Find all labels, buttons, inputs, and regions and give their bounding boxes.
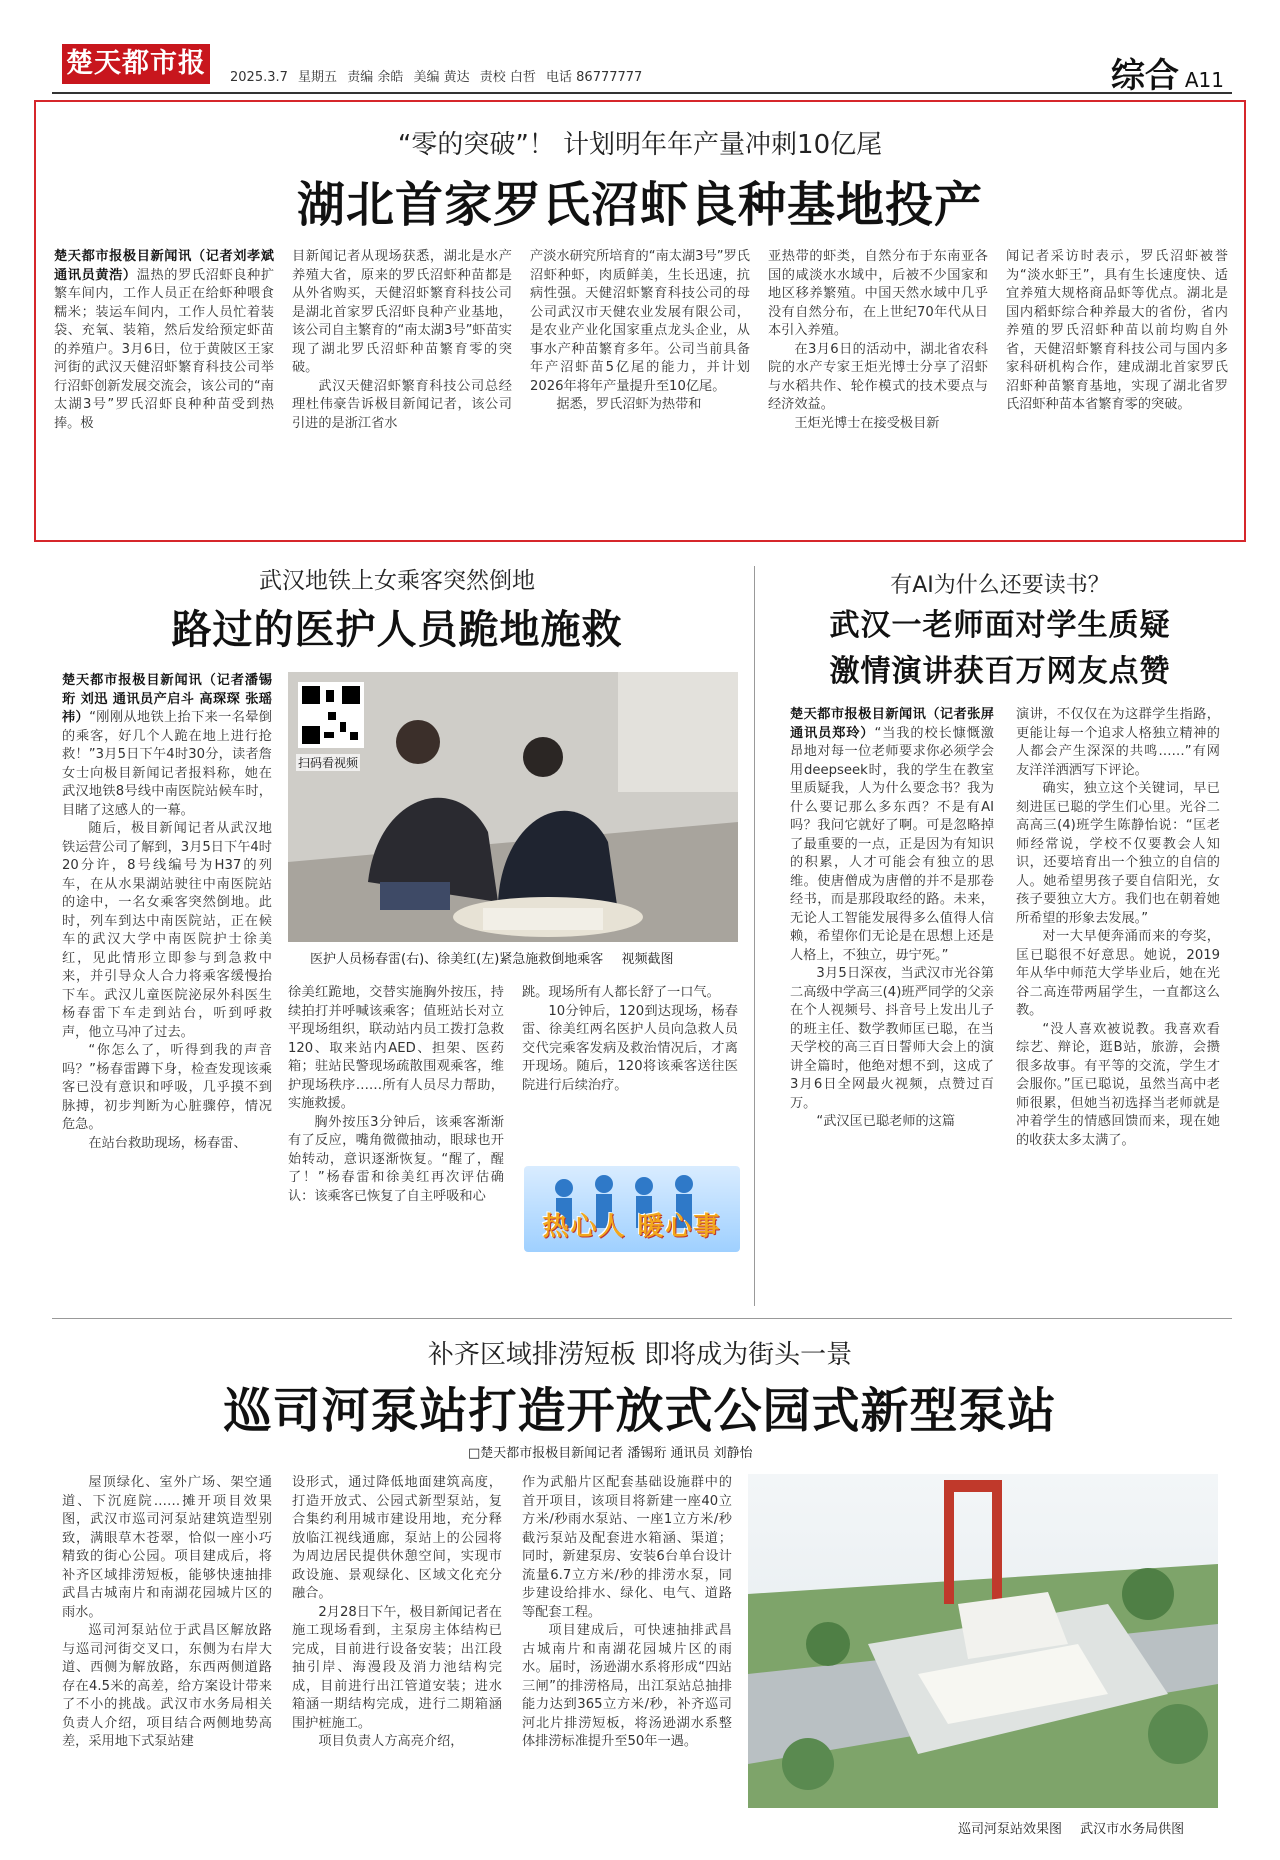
article4-para: 巡司河泵站位于武昌区解放路与巡司河街交叉口，东侧为右岸大道、西侧为解放路，东西两侧道路存在4.5米的高差，给方案设计带来了不小的挑战。武汉市水务局相关负责人介绍，项目结合两侧地势高差，采用地下式泵站建 bbox=[62, 1623, 272, 1749]
article2-photo bbox=[288, 672, 738, 942]
article1-para: 据悉，罗氏沼虾为热带和 bbox=[556, 397, 702, 412]
page-number: A11 bbox=[1184, 68, 1224, 92]
article3-headline-line2: 激情演讲获百万网友点赞 bbox=[829, 654, 1171, 689]
section-name: 综合 bbox=[1110, 56, 1179, 96]
article2-col2 bbox=[288, 984, 504, 1306]
article3-body bbox=[790, 706, 1220, 1306]
article2-col1 bbox=[62, 672, 272, 1306]
article1-para: 温热的罗氏沼虾良种扩繁车间内，工作人员正在给虾种喂食糯米；装运车间内，工作人员忙着装袋、充氧、装箱，然后发给预定虾苗的养殖户。3月6日，位于黄陂区王家河街的武汉天健沼虾繁育科技公司举行沼虾创新发展交流会，该公司的“南太湖3号”罗氏沼虾良种种苗受到热捧。极 bbox=[54, 267, 274, 431]
article2-photo-caption bbox=[310, 948, 673, 967]
article3-col1 bbox=[790, 706, 994, 1306]
article4-caption-credit: 武汉市水务局供图 bbox=[1080, 1822, 1185, 1837]
article3-para: “武汉匡已聪老师的这篇 bbox=[816, 1114, 956, 1129]
warm-heart-banner bbox=[524, 1166, 740, 1252]
article4-para: 2月28日下午，极目新闻记者在施工现场看到，主泵房主体结构已完成，目前进行设备安装；出江段抽引岸、海漫段及消力池结构完成，目前进行出江管道安装；进水箱涵一期结构完成，进行二期箱涵围护桩施工。 bbox=[292, 1604, 502, 1731]
article3-para: “没人喜欢被说教。我喜欢看综艺、辩论，逛B站，旅游，会攒很多故事。有平等的交流，学生才会服你。”匡已聪说，虽然当高中老师很累，但她当初选择当老师就是冲着学生的情感回馈而来，现在她的收获太多太满了。 bbox=[1016, 1021, 1220, 1148]
article2-para: 跳。现场所有人都长舒了一口气。 bbox=[522, 985, 720, 1000]
issue-weekday: 星期五 bbox=[298, 70, 338, 85]
article3-headline-line1: 武汉一老师面对学生质疑 bbox=[829, 608, 1171, 643]
article4-body bbox=[62, 1474, 732, 1848]
proofreader-credit: 责校 白哲 bbox=[479, 70, 536, 85]
article1-para: 武汉天健沼虾繁育科技公司总经理杜伟豪告诉极目新闻记者，该公司引进的是浙江省水 bbox=[292, 378, 512, 431]
article2-para: 10分钟后，120到达现场，杨春雷、徐美红两名医护人员向急救人员交代完乘客发病及救治情况后，才离开现场。随后，120将该乘客送往医院进行后续治疗。 bbox=[522, 1003, 738, 1093]
article3-para: 3月5日深夜，当武汉市光谷第二高级中学高三(4)班严同学的父亲在个人视频号、抖音号上发出儿子的班主任、数学教师匡已聪，在当天学校的高三百日誓师大会上的演讲全篇时，他绝对想不到，这成了3月6日全网最火视频，点赞过百万。 bbox=[790, 966, 994, 1111]
article-shrimp-base bbox=[34, 100, 1246, 542]
article1-col1 bbox=[54, 248, 274, 534]
article1-para: 在3月6日的活动中，湖北省农科院的水产专家王炬光博士分享了沼虾与水稻共作、轮作模式的技术要点与经济效益。 bbox=[768, 341, 988, 412]
article4-para: 作为武船片区配套基础设施群中的首开项目，该项目将新建一座40立方米/秒雨水泵站、一座1立方米/秒截污泵站及配套进水箱涵、渠道；同时，新建泵房、安装6台单台设计流量6.7立方米/秒的排涝水泵，同步建设给排水、绿化、电气、道路等配套工程。 bbox=[522, 1475, 732, 1620]
article2-body-right bbox=[288, 984, 738, 1306]
article2-byline: 楚天都市报极目新闻讯（记者潘锡珩 刘迅 通讯员产启斗 高琛琛 张瑶祎） bbox=[62, 673, 272, 725]
issue-date: 2025.3.7 bbox=[230, 70, 288, 85]
banner-text: 热心人 暖心事 bbox=[542, 1212, 722, 1242]
rescue-scene-illustration bbox=[288, 672, 738, 942]
section-title bbox=[1111, 48, 1224, 97]
article1-headline: 湖北首家罗氏沼虾良种基地投产 bbox=[296, 177, 983, 233]
qr-label: 扫码看视频 bbox=[298, 756, 359, 770]
article4-para: 设形式，通过降低地面建筑高度，打造开放式、公园式新型泵站，复合集约利用城市建设用地，充分释放临江视线通廊，泵站上的公园将为周边居民提供休憩空间，实现市政设施、景观绿化、区域文化充分融合。 bbox=[292, 1475, 502, 1601]
article3-para: “当我的校长慷慨激昂地对每一位老师要求你必须学会用deepseek时，我的学生在教室里质疑我，人为什么要念书？我为什么要记那么多东西？不是有AI吗？我问它就好了啊。可是忽略掉了最重要的一点，正是因为有知识的积累，人才可能会有独立的思维。使唐僧成为唐僧的并不是那卷经书，而是那段取经的路。未来，无论人工智能发展得多么值得人信赖，希望你们无论是在思想上还是人格上，不独立，毋宁死。” bbox=[790, 725, 994, 963]
article1-para: 目新闻记者从现场获悉，湖北是水产养殖大省，原来的罗氏沼虾种苗都是从外省购买，天健沼虾繁育科技公司是湖北首家罗氏沼虾良种产业基地，该公司自主繁育的“南太湖3号”虾苗实现了湖北罗氏沼虾种苗繁育零的突破。 bbox=[292, 249, 512, 375]
article1-body bbox=[54, 248, 1228, 534]
article4-headline: 巡司河泵站打造开放式公园式新型泵站 bbox=[223, 1383, 1057, 1439]
article3-para: 演讲，不仅仅在为这群学生指路，更能让每一个追求人格独立精神的人都会产生深深的共鸣……”有网友洋洋洒洒写下评论。 bbox=[1016, 707, 1220, 778]
masthead-logo: 楚天都市报 bbox=[62, 44, 210, 84]
article3-col2 bbox=[1016, 706, 1220, 1306]
article2-col3 bbox=[522, 984, 738, 1158]
header-meta bbox=[230, 66, 648, 85]
article2-para: 胸外按压3分钟后，该乘客渐渐有了反应，嘴角微微抽动，眼球也开始转动，意识逐渐恢复。“醒了，醒了！”杨春雷和徐美红再次评估确认：该乘客已恢复了自主呼吸和心 bbox=[288, 1114, 504, 1204]
article4-para: 项目负责人方高亮介绍， bbox=[318, 1734, 464, 1749]
pump-station-rendering bbox=[748, 1474, 1218, 1808]
article4-para: 屋顶绿化、室外广场、架空通道、下沉庭院……摊开项目效果图，武汉市巡司河泵站建筑造型别致，满眼草木苍翠，恰似一座小巧精致的街心公园。项目建成后，将补齐区域排涝短板，能够快速抽排武昌古城南片和南湖花园城片区的雨水。 bbox=[62, 1475, 272, 1620]
article4-byline: □楚天都市报极目新闻记者 潘锡珩 通讯员 刘静怡 bbox=[468, 1446, 753, 1461]
article2-kicker: 武汉地铁上女乘客突然倒地 bbox=[259, 568, 535, 594]
article1-col5 bbox=[1006, 248, 1228, 534]
designer-credit: 美编 黄达 bbox=[413, 70, 470, 85]
article1-col2 bbox=[292, 248, 512, 534]
article4-col2 bbox=[292, 1474, 502, 1848]
phone-credit: 电话 86777777 bbox=[546, 70, 643, 85]
article1-byline: 楚天都市报极目新闻讯（记者刘孝斌 通讯员黄浩） bbox=[54, 249, 274, 283]
article1-para: 王炬光博士在接受极目新 bbox=[794, 415, 940, 431]
article4-para: 项目建成后，可快速抽排武昌古城南片和南湖花园城片区的雨水。届时，汤逊湖水系将形成“四站三闸”的排涝格局，出江泵站总抽排能力达到365立方米/秒，补齐巡司河北片排涝短板，将汤逊湖水系整体排涝标准提升至50年一遇。 bbox=[522, 1623, 732, 1749]
section-divider bbox=[52, 1318, 1232, 1319]
article4-caption-text: 巡司河泵站效果图 bbox=[958, 1822, 1063, 1837]
article3-byline: 楚天都市报极目新闻讯（记者张屏 通讯员郑玲） bbox=[790, 707, 994, 741]
article2-para: “你怎么了，听得到我的声音吗？”杨春雷蹲下身，检查发现该乘客已没有意识和呼吸，几乎摸不到脉搏，初步判断为心脏骤停，情况危急。 bbox=[62, 1043, 272, 1132]
article2-headline: 路过的医护人员跪地施救 bbox=[171, 607, 623, 653]
article4-col3 bbox=[522, 1474, 732, 1848]
article4-photo bbox=[748, 1474, 1218, 1808]
article1-col3 bbox=[530, 248, 750, 534]
article1-para: 亚热带的虾类，自然分布于东南亚各国的咸淡水水域中，后被不少国家和地区移养繁殖。中国天然水域中几乎没有自然分布，在上世纪70年代从日本引入养殖。 bbox=[768, 249, 988, 338]
article1-para: 闻记者采访时表示，罗氏沼虾被誉为“淡水虾王”，具有生长速度快、适宜养殖大规格商品虾等优点。湖北是国内稻虾综合种养最大的省份，省内养殖的罗氏沼虾种苗以前均购自外省，天健沼虾繁育科技公司与国内多家科研机构合作，建成湖北首家罗氏沼虾种苗繁育基地，实现了湖北省罗氏沼虾种苗本省繁育零的突破。 bbox=[1006, 249, 1228, 412]
article1-para: 产淡水研究所培育的“南太湖3号”罗氏沼虾种虾，肉质鲜美，生长迅速，抗病性强。天健沼虾繁育科技公司的母公司武汉市天健农业发展有限公司，是农业产业化国家重点龙头企业，从事水产种苗繁育多年。公司当前具备年产沼虾苗5亿尾的能力，并计划2026年将年产量提升至10亿尾。 bbox=[530, 249, 750, 394]
article2-caption-text: 医护人员杨春雷(右)、徐美红(左)紧急施救倒地乘客 bbox=[310, 952, 604, 967]
article2-para: 徐美红跪地，交替实施胸外按压，持续拍打并呼喊该乘客；值班站长对立平现场组织，联动站内员工拨打急救120、取来站内AED、担架、医药箱；驻站民警现场疏散围观乘客，维护现场秩序……所有人员尽力帮助，实施救援。 bbox=[288, 985, 504, 1111]
article2-para: 在站台救助现场，杨春雷、 bbox=[88, 1135, 247, 1151]
article2-para: “刚刚从地铁上抬下来一名晕倒的乘客，好几个人跪在地上进行抢救！”3月5日下午4时30分，读者詹女士向极目新闻记者报料称，她在武汉地铁8号线中南医院站候车时，目睹了这感人的一幕。 bbox=[62, 710, 272, 818]
article3-para: 确实，独立这个关键词，早已刻进匡已聪的学生们心里。光谷二高高三(4)班学生陈静怡说：“匡老师经常说，学校不仅要教会人知识，还要培育出一个独立的自信的人。她希望男孩子要自信阳光，女孩子要独立大方。我们也在朝着她所希望的形象去发展。” bbox=[1016, 781, 1220, 926]
page-header bbox=[52, 44, 1232, 94]
column-divider bbox=[754, 566, 755, 1306]
editor-credit: 责编 余皓 bbox=[347, 70, 404, 85]
article2-para: 随后，极目新闻记者从武汉地铁运营公司了解到，3月5日下午4时20分许，8号线编号为H37的列车，在从水果湖站驶往中南医院站的途中，一名女乘客突然倒地。此时，列车到达中南医院站，正在候车的武汉大学中南医院护士徐美红，见此情形立即参与到急救中来，并引导众人合力将乘客缓慢抬下车。武汉儿童医院泌尿外科医生杨春雷下车走到站台，听到呼救声，他立马冲了过去。 bbox=[62, 821, 272, 1040]
article3-para: 对一大早便奔涌而来的夸奖，匡已聪很不好意思。她说，2019年从华中师范大学毕业后，她在光谷二高连带两届学生，一直都这么教。 bbox=[1016, 929, 1220, 1018]
article1-kicker: “零的突破”！ 计划明年年产量冲刺10亿尾 bbox=[397, 130, 883, 160]
article4-col1 bbox=[62, 1474, 272, 1848]
article1-col4 bbox=[768, 248, 988, 534]
article2-caption-credit: 视频截图 bbox=[621, 952, 674, 967]
article4-photo-caption bbox=[958, 1818, 1184, 1837]
article2-col1-wrap bbox=[62, 672, 272, 1306]
article3-kicker: 有AI为什么还要读书？ bbox=[890, 573, 1110, 598]
article4-kicker: 补齐区域排涝短板 即将成为街头一景 bbox=[427, 1340, 853, 1370]
